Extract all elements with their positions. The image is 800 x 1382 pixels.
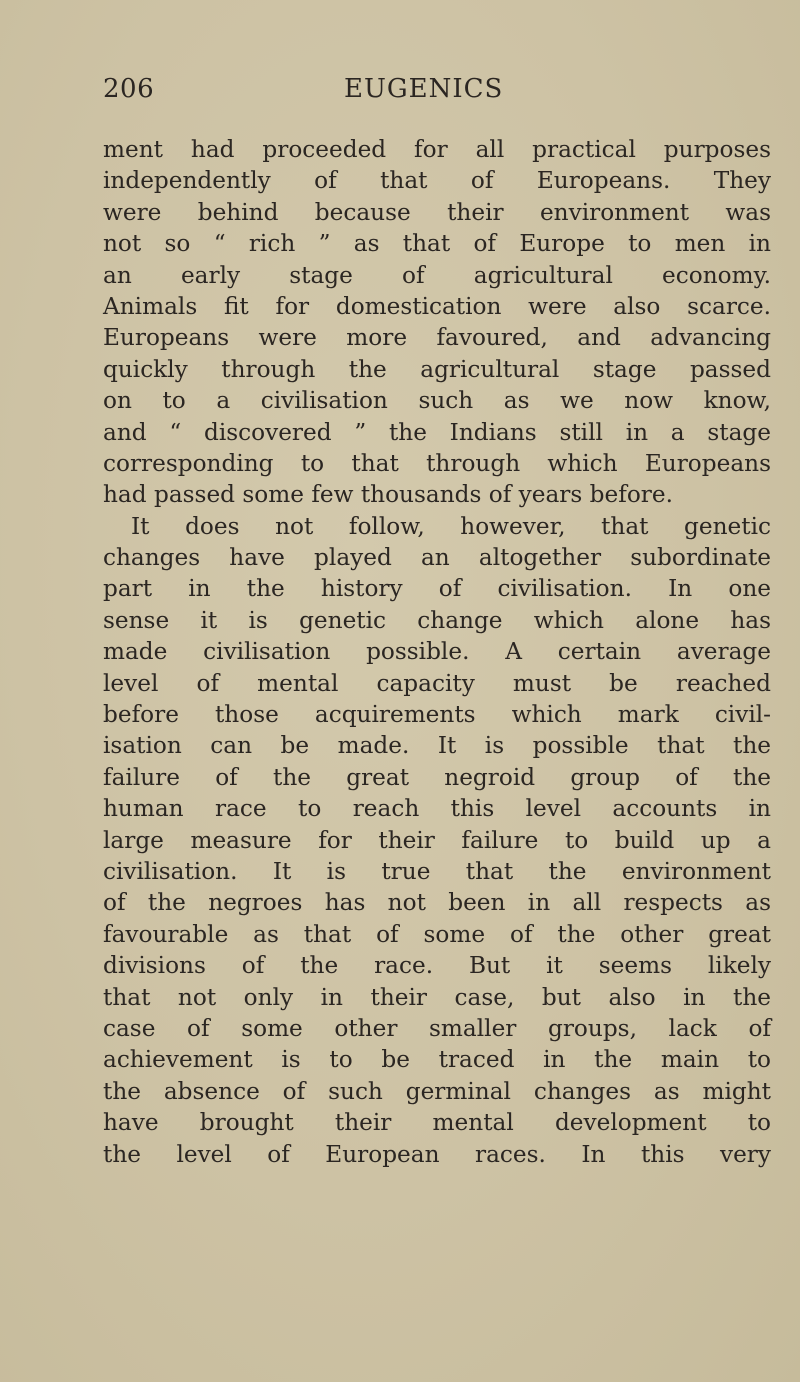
page-header bbox=[103, 74, 703, 114]
text-line: failure of the great negroid group of the bbox=[103, 763, 771, 791]
text-line: sense it is genetic change which alone has bbox=[103, 606, 771, 634]
text-line: case of some other smaller groups, lack of bbox=[103, 1014, 771, 1042]
text-line: not so “ rich ” as that of Europe to men in bbox=[103, 230, 771, 258]
text-line: isation can be made. It is possible that the bbox=[103, 732, 771, 760]
text-line: and “ discovered ” the Indians still in a stage bbox=[103, 418, 771, 446]
text-line: independently of that of Europeans. They bbox=[103, 167, 771, 195]
text-line: on to a civilisation such as we now know, bbox=[103, 387, 771, 415]
text-line: level of mental capacity must be reached bbox=[103, 669, 771, 697]
text-line: have brought their mental development to bbox=[103, 1109, 771, 1137]
text-line: quickly through the agricultural stage passed bbox=[103, 355, 771, 383]
text-line: achievement is to be traced in the main to bbox=[103, 1046, 771, 1074]
text-line: favourable as that of some of the other great bbox=[103, 920, 771, 948]
text-line: made civilisation possible. A certain average bbox=[103, 638, 771, 666]
text-line: human race to reach this level accounts in bbox=[103, 795, 771, 823]
text-line: civilisation. It is true that the environment bbox=[103, 857, 771, 885]
page-number: 206 bbox=[103, 74, 155, 104]
text-line: were behind because their environment was bbox=[103, 198, 771, 226]
text-line: that not only in their case, but also in the bbox=[103, 983, 771, 1011]
running-head: EUGENICS bbox=[344, 74, 504, 104]
text-line: the level of European races. In this very bbox=[103, 1140, 771, 1168]
text-line: It does not follow, however, that genetic bbox=[131, 512, 771, 540]
text-line: changes have played an altogether subordinate bbox=[103, 544, 771, 572]
text-line: had passed some few thousands of years before. bbox=[103, 481, 673, 509]
text-line: the absence of such germinal changes as might bbox=[103, 1077, 771, 1105]
text-line: of the negroes has not been in all respects as bbox=[103, 889, 771, 917]
body-text bbox=[103, 134, 771, 1170]
text-line: Europeans were more favoured, and advancing bbox=[103, 324, 771, 352]
text-line: part in the history of civilisation. In one bbox=[103, 575, 771, 603]
text-line: before those acquirements which mark civil- bbox=[103, 701, 771, 729]
text-line: Animals fit for domestication were also scarce. bbox=[103, 292, 771, 320]
text-line: large measure for their failure to build up a bbox=[103, 826, 771, 854]
text-line: an early stage of agricultural economy. bbox=[103, 261, 771, 289]
text-line: ment had proceeded for all practical purposes bbox=[103, 136, 771, 163]
text-line: corresponding to that through which Europeans bbox=[103, 449, 771, 477]
text-line: divisions of the race. But it seems likely bbox=[103, 952, 771, 980]
